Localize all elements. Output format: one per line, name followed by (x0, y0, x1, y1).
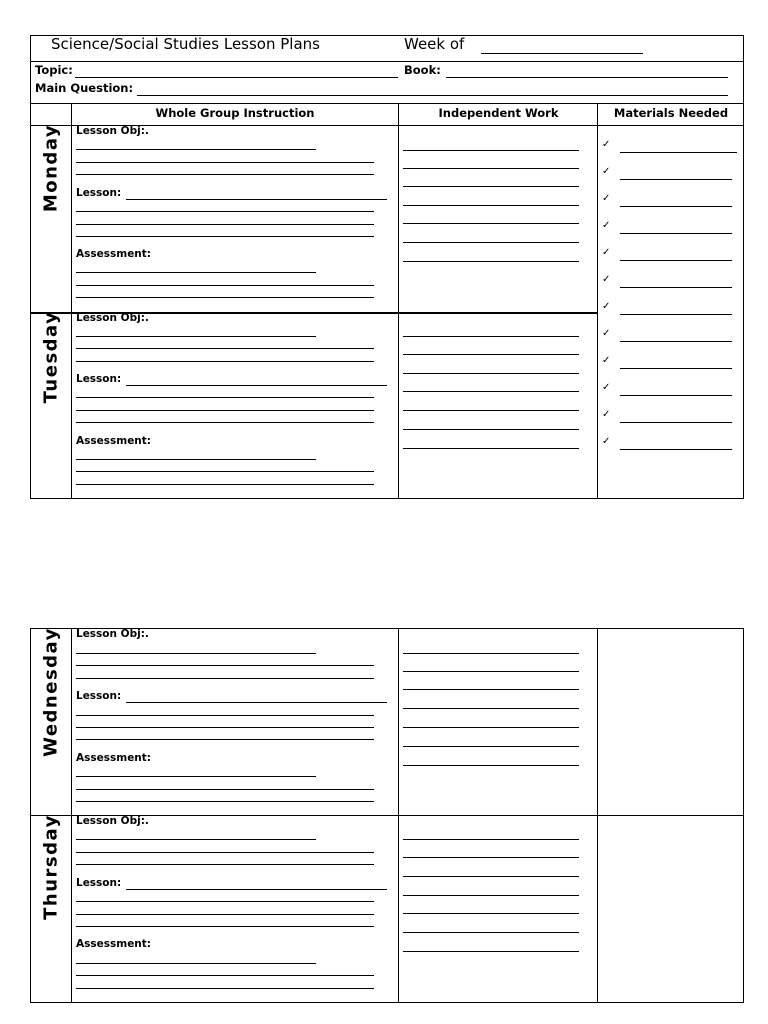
wednesday-objective-line[interactable] (76, 653, 316, 654)
tuesday-independent-line[interactable] (403, 429, 579, 430)
book-blank[interactable] (446, 77, 728, 78)
wednesday-lesson-line[interactable] (76, 715, 374, 716)
wednesday-independent-line[interactable] (403, 653, 579, 654)
thursday-assessment-line[interactable] (76, 988, 374, 989)
monday-independent-line[interactable] (403, 223, 579, 224)
tuesday-assessment-line[interactable] (76, 459, 316, 460)
tuesday-lesson-line[interactable] (76, 410, 374, 411)
wednesday-lesson-line[interactable] (76, 727, 374, 728)
week-of-blank[interactable] (481, 53, 643, 54)
materials-line[interactable] (620, 395, 732, 396)
monday-independent-line[interactable] (403, 150, 579, 151)
day-label-thursday: Thursday (40, 814, 62, 920)
materials-line[interactable] (620, 314, 732, 315)
tuesday-objective-line[interactable] (76, 336, 316, 337)
materials-line[interactable] (620, 179, 732, 180)
wednesday-lesson-line[interactable] (76, 739, 374, 740)
thursday-objective-line[interactable] (76, 852, 374, 853)
main-question-blank[interactable] (137, 95, 728, 96)
monday-independent-line[interactable] (403, 242, 579, 243)
tuesday-lesson-line[interactable] (76, 397, 374, 398)
thursday-independent-line[interactable] (403, 839, 579, 840)
thursday-lesson-line[interactable] (76, 926, 374, 927)
wednesday-independent-line[interactable] (403, 727, 579, 728)
thursday-lesson-line[interactable] (76, 901, 374, 902)
materials-line[interactable] (620, 368, 732, 369)
monday-lesson-label: Lesson: (76, 187, 122, 199)
wednesday-independent-line[interactable] (403, 765, 579, 766)
check-mark-icon: ✓ (602, 220, 611, 231)
tuesday-assessment-label: Assessment: (76, 435, 152, 447)
lesson-plan-table-top (30, 35, 744, 499)
book-label: Book: (404, 63, 441, 77)
thursday-objective-line[interactable] (76, 839, 316, 840)
tuesday-independent-line[interactable] (403, 448, 579, 449)
tuesday-lesson-line[interactable] (76, 422, 374, 423)
wednesday-objective-label: Lesson Obj:. (76, 628, 149, 640)
tuesday-objective-line[interactable] (76, 361, 374, 362)
tuesday-independent-line[interactable] (403, 373, 579, 374)
check-mark-icon: ✓ (602, 382, 611, 393)
wednesday-independent-line[interactable] (403, 671, 579, 672)
monday-lesson-line[interactable] (76, 224, 374, 225)
wednesday-assessment-line[interactable] (76, 801, 374, 802)
wednesday-objective-line[interactable] (76, 678, 374, 679)
day-label-tuesday: Tuesday (40, 310, 62, 404)
materials-line[interactable] (620, 341, 732, 342)
tuesday-lesson-label: Lesson: (76, 373, 122, 385)
tuesday-independent-line[interactable] (403, 354, 579, 355)
check-mark-icon: ✓ (602, 166, 611, 177)
materials-line[interactable] (620, 233, 732, 234)
check-mark-icon: ✓ (602, 328, 611, 339)
tuesday-objective-label: Lesson Obj:. (76, 312, 149, 324)
week-of-label: Week of (404, 35, 465, 53)
column-header-independent-work: Independent Work (438, 106, 559, 120)
independent-divider (597, 103, 598, 499)
materials-line[interactable] (620, 152, 737, 153)
day-column-divider (71, 103, 72, 499)
thursday-assessment-label: Assessment: (76, 938, 152, 950)
monday-lesson-line[interactable] (76, 236, 374, 237)
check-mark-icon: ✓ (602, 436, 611, 447)
thursday-lesson-line[interactable] (126, 889, 387, 890)
monday-objective-label: Lesson Obj:. (76, 125, 149, 137)
thursday-lesson-line[interactable] (76, 914, 374, 915)
page-title: Science/Social Studies Lesson Plans (51, 35, 320, 53)
wednesday-independent-line[interactable] (403, 708, 579, 709)
thursday-independent-line[interactable] (403, 951, 579, 952)
topic-label: Topic: (35, 63, 73, 77)
monday-independent-line[interactable] (403, 186, 579, 187)
tuesday-independent-line[interactable] (403, 336, 579, 337)
monday-objective-line[interactable] (76, 162, 374, 163)
monday-assessment-line[interactable] (76, 297, 374, 298)
monday-assessment-line[interactable] (76, 272, 316, 273)
monday-lesson-line[interactable] (126, 199, 387, 200)
thursday-lesson-label: Lesson: (76, 877, 122, 889)
main-question-label: Main Question: (35, 81, 134, 95)
materials-line[interactable] (620, 449, 732, 450)
materials-line[interactable] (620, 206, 732, 207)
column-header-whole-group: Whole Group Instruction (155, 106, 315, 120)
tuesday-assessment-line[interactable] (76, 484, 374, 485)
check-mark-icon: ✓ (602, 409, 611, 420)
wednesday-lesson-line[interactable] (126, 702, 387, 703)
check-mark-icon: ✓ (602, 193, 611, 204)
day-label-wednesday: Wednesday (40, 627, 62, 757)
thursday-independent-line[interactable] (403, 932, 579, 933)
whole-group-divider (398, 103, 399, 499)
monday-objective-line[interactable] (76, 149, 316, 150)
tuesday-assessment-line[interactable] (76, 471, 374, 472)
materials-line[interactable] (620, 260, 732, 261)
check-mark-icon: ✓ (602, 139, 611, 150)
thursday-independent-line[interactable] (403, 857, 579, 858)
wednesday-objective-line[interactable] (76, 665, 374, 666)
wednesday-lesson-label: Lesson: (76, 690, 122, 702)
tuesday-objective-line[interactable] (76, 348, 374, 349)
materials-line[interactable] (620, 287, 732, 288)
thursday-independent-line[interactable] (403, 913, 579, 914)
check-mark-icon: ✓ (602, 301, 611, 312)
wednesday-assessment-line[interactable] (76, 776, 316, 777)
day-label-monday: Monday (40, 123, 62, 213)
thursday-independent-line[interactable] (403, 876, 579, 877)
monday-assessment-label: Assessment: (76, 248, 152, 260)
monday-assessment-line[interactable] (76, 285, 374, 286)
topic-blank[interactable] (75, 77, 398, 78)
wednesday-assessment-line[interactable] (76, 789, 374, 790)
wednesday-independent-line[interactable] (403, 689, 579, 690)
check-mark-icon: ✓ (602, 355, 611, 366)
tuesday-independent-line[interactable] (403, 410, 579, 411)
monday-independent-line[interactable] (403, 261, 579, 262)
thursday-objective-label: Lesson Obj:. (76, 815, 149, 827)
thursday-independent-line[interactable] (403, 895, 579, 896)
check-mark-icon: ✓ (602, 274, 611, 285)
column-header-materials: Materials Needed (613, 106, 729, 120)
header-divider (30, 103, 744, 104)
thursday-objective-line[interactable] (76, 864, 374, 865)
monday-independent-line[interactable] (403, 205, 579, 206)
tuesday-independent-line[interactable] (403, 391, 579, 392)
monday-objective-line[interactable] (76, 174, 374, 175)
wednesday-assessment-label: Assessment: (76, 752, 152, 764)
check-mark-icon: ✓ (602, 247, 611, 258)
monday-lesson-line[interactable] (76, 211, 374, 212)
wednesday-independent-line[interactable] (403, 746, 579, 747)
tuesday-lesson-line[interactable] (126, 385, 387, 386)
monday-independent-line[interactable] (403, 168, 579, 169)
thursday-assessment-line[interactable] (76, 963, 316, 964)
materials-line[interactable] (620, 422, 732, 423)
title-row-divider (30, 61, 744, 62)
thursday-assessment-line[interactable] (76, 975, 374, 976)
